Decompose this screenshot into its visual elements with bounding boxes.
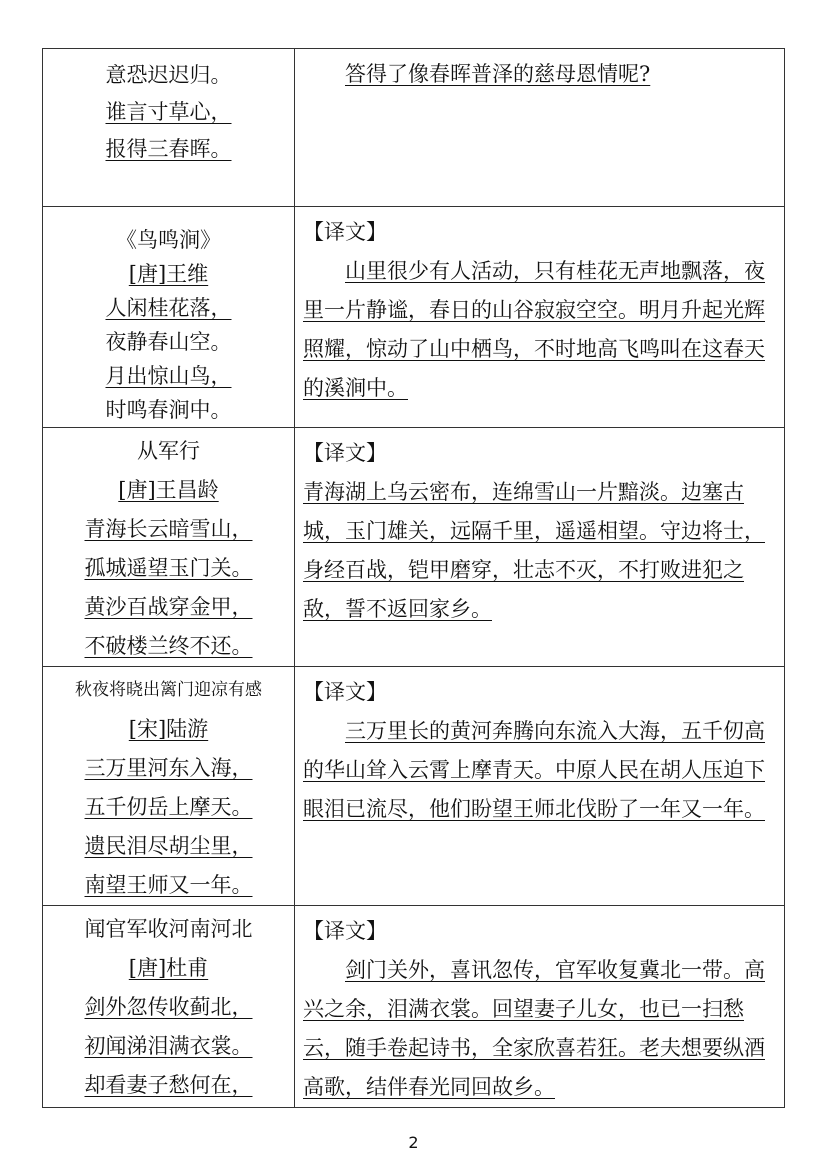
translation-label: 【译文】 (303, 220, 387, 244)
translation-label: 【译文】 (303, 441, 387, 465)
poem-line: 却看妻子愁何在， (84, 1073, 253, 1097)
translation-cell (295, 49, 785, 207)
poem-line: 三万里河东入海， (84, 756, 253, 780)
translation-text: 青海湖上乌云密布，连绵雪山一片黯淡。边塞古城，玉门雄关，远隔千里，遥遥相望。守边将士，身经百战，铠甲磨穿，壮志不灭，不打败进犯之敌，誓不返回家乡。 (303, 480, 765, 621)
table-row (43, 49, 785, 207)
poem-line: 人闲桂花落， (105, 296, 232, 320)
page-number: 2 (408, 1133, 419, 1152)
translation-text: 三万里长的黄河奔腾向东流入大海，五千仞高的华山耸入云霄上摩青天。中原人民在胡人压迫下眼泪已流尽，他们盼望王师北伐盼了一年又一年。 (303, 719, 765, 821)
poem-line: 时鸣春涧中。 (105, 398, 232, 422)
translation-cell (295, 667, 785, 906)
translation-cell (295, 906, 785, 1108)
poem-line: 夜静春山空。 (105, 330, 232, 354)
poem-title: 《鸟鸣涧》 (116, 228, 221, 252)
poem-cell (43, 207, 295, 428)
poem-line: 剑外忽传收蓟北， (84, 995, 253, 1019)
translation-text: 答得了像春晖普泽的慈母恩情呢? (345, 62, 651, 86)
poem-line: 报得三春晖。 (105, 137, 232, 161)
poem-cell (43, 667, 295, 906)
poem-author: [唐]王维 (128, 262, 209, 286)
poem-cell (43, 906, 295, 1108)
poem-title: 秋夜将晓出篱门迎凉有感 (75, 680, 262, 700)
poem-line: 黄沙百战穿金甲， (84, 595, 253, 619)
poem-line: 不破楼兰终不还。 (84, 634, 253, 658)
poem-line: 孤城遥望玉门关。 (84, 556, 253, 580)
poem-author: [唐]王昌龄 (118, 478, 219, 502)
table-row (43, 428, 785, 667)
poem-line: 五千仞岳上摩天。 (84, 795, 253, 819)
poem-line: 谁言寸草心， (105, 100, 232, 124)
poem-cell (43, 49, 295, 207)
table-row (43, 207, 785, 428)
translation-label: 【译文】 (303, 680, 387, 704)
table-row (43, 667, 785, 906)
poem-line: 南望王师又一年。 (84, 873, 253, 897)
translation-cell (295, 207, 785, 428)
poem-line: 月出惊山鸟， (105, 364, 232, 388)
translation-cell (295, 428, 785, 667)
poem-line: 遗民泪尽胡尘里， (84, 834, 253, 858)
poem-table (42, 48, 785, 1108)
translation-label: 【译文】 (303, 919, 387, 943)
poem-author: [宋]陆游 (128, 717, 209, 741)
poem-title: 闻官军收河南河北 (84, 917, 253, 941)
translation-text: 剑门关外，喜讯忽传，官军收复冀北一带。高兴之余，泪满衣裳。回望妻子儿女，也已一扫愁云，随手卷起诗书，全家欣喜若狂。老夫想要纵酒高歌，结伴春光同回故乡。 (303, 958, 765, 1099)
poem-author: [唐]杜甫 (128, 956, 209, 980)
poem-line: 初闻涕泪满衣裳。 (84, 1034, 253, 1058)
poem-cell (43, 428, 295, 667)
poem-title: 从军行 (137, 439, 200, 463)
table-row (43, 906, 785, 1108)
poem-line: 意恐迟迟归。 (105, 63, 232, 87)
translation-text: 山里很少有人活动，只有桂花无声地飘落，夜里一片静谧，春日的山谷寂寂空空。明月升起光辉照耀，惊动了山中栖鸟，不时地高飞鸣叫在这春天的溪涧中。 (303, 259, 765, 400)
poem-line: 青海长云暗雪山， (84, 517, 253, 541)
